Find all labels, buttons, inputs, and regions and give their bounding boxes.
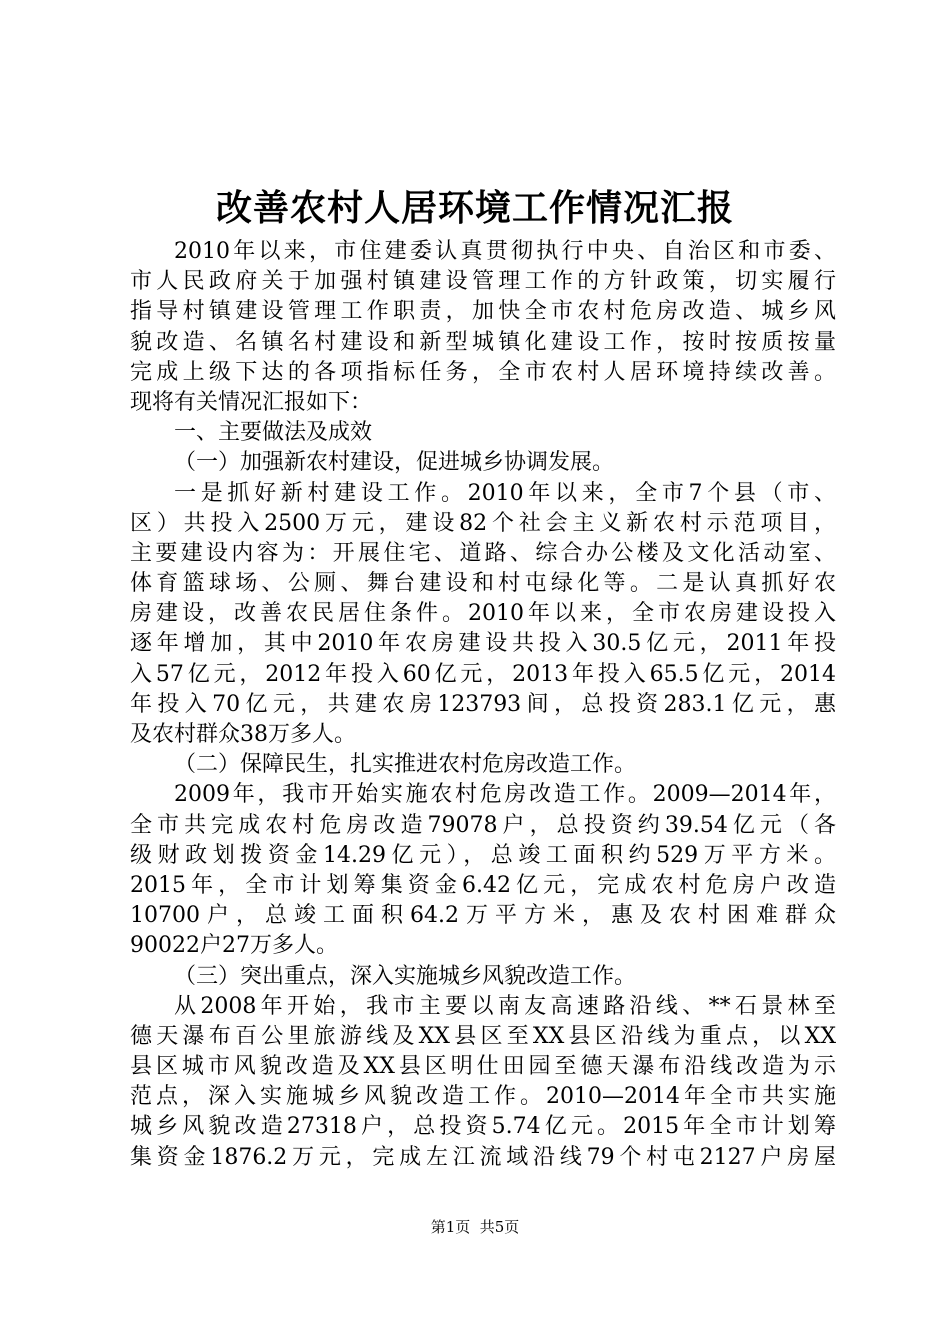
paragraph-line: 集资金1876.2万元，完成左江流域沿线79个村屯2127户房屋 — [130, 1144, 836, 1170]
paragraph-line: 全市共完成农村危房改造79078户，总投资约39.54亿元（各 — [130, 812, 836, 838]
paragraph-line: 逐年增加，其中2010年农房建设共投入30.5亿元，2011年投 — [130, 631, 836, 657]
paragraph-line: 及农村群众38万多人。 — [130, 722, 356, 747]
paragraph-line: 一是抓好新村建设工作。2010年以来，全市7个县（市、 — [174, 480, 836, 506]
document-body — [130, 237, 836, 1173]
paragraph-line: 年投入70亿元，共建农房123793间，总投资283.1亿元，惠 — [130, 691, 836, 717]
page-number-label: 第1页 共5页 — [430, 1218, 520, 1236]
paragraph-line: 体育篮球场、公厕、舞台建设和村屯绿化等。二是认真抓好农 — [130, 571, 836, 597]
paragraph-line: 2010年以来，市住建委认真贯彻执行中央、自治区和市委、 — [174, 239, 836, 264]
paragraph-line: 主要建设内容为：开展住宅、道路、综合办公楼及文化活动室、 — [130, 540, 836, 566]
paragraph-line: 县区城市风貌改造及XX县区明仕田园至德天瀑布沿线改造为示 — [130, 1054, 836, 1080]
subsection-heading: （二）保障民生，扎实推进农村危房改造工作。 — [174, 752, 637, 778]
paragraph-line: 2015年，全市计划筹集资金6.42亿元，完成农村危房户改造 — [130, 872, 836, 898]
paragraph-line: 房建设，改善农民居住条件。2010年以来，全市农房建设投入 — [130, 601, 836, 627]
paragraph-line: 90022户27万多人。 — [130, 933, 338, 959]
paragraph-line: 级财政划拨资金14.29亿元），总竣工面积约529万平方米。 — [130, 842, 836, 868]
subsection-heading: （一）加强新农村建设，促进城乡协调发展。 — [174, 450, 615, 476]
paragraph-line: 德天瀑布百公里旅游线及XX县区至XX县区沿线为重点，以XX — [130, 1023, 836, 1049]
paragraph-line: 城乡风貌改造27318户，总投资5.74亿元。2015年全市计划筹 — [130, 1114, 836, 1140]
paragraph-line: 貌改造、名镇名村建设和新型城镇化建设工作，按时按质按量 — [130, 329, 836, 355]
paragraph-line: 现将有关情况汇报如下： — [130, 389, 373, 415]
paragraph-line: 范点，深入实施城乡风貌改造工作。2010—2014年全市共实施 — [130, 1084, 836, 1110]
section-heading: 一、主要做法及成效 — [174, 420, 373, 446]
paragraph-line: 市人民政府关于加强村镇建设管理工作的方针政策，切实履行 — [130, 269, 836, 295]
paragraph-line: 10700户，总竣工面积64.2万平方米，惠及农村困难群众 — [130, 903, 836, 929]
paragraph-line: 完成上级下达的各项指标任务，全市农村人居环境持续改善。 — [130, 359, 836, 385]
document-title: 改善农村人居环境工作情况汇报 — [215, 187, 734, 229]
paragraph-line: 从2008年开始，我市主要以南友高速路沿线、**石景林至 — [174, 993, 836, 1019]
paragraph-line: 区）共投入2500万元，建设82个社会主义新农村示范项目， — [130, 510, 836, 536]
subsection-heading: （三）突出重点，深入实施城乡风貌改造工作。 — [174, 963, 637, 989]
page-footer — [0, 1217, 950, 1237]
paragraph-line: 指导村镇建设管理工作职责，加快全市农村危房改造、城乡风 — [130, 299, 836, 325]
paragraph-line: 2009年，我市开始实施农村危房改造工作。2009—2014年， — [174, 782, 836, 808]
paragraph-line: 入57亿元，2012年投入60亿元，2013年投入65.5亿元，2014 — [130, 661, 836, 687]
